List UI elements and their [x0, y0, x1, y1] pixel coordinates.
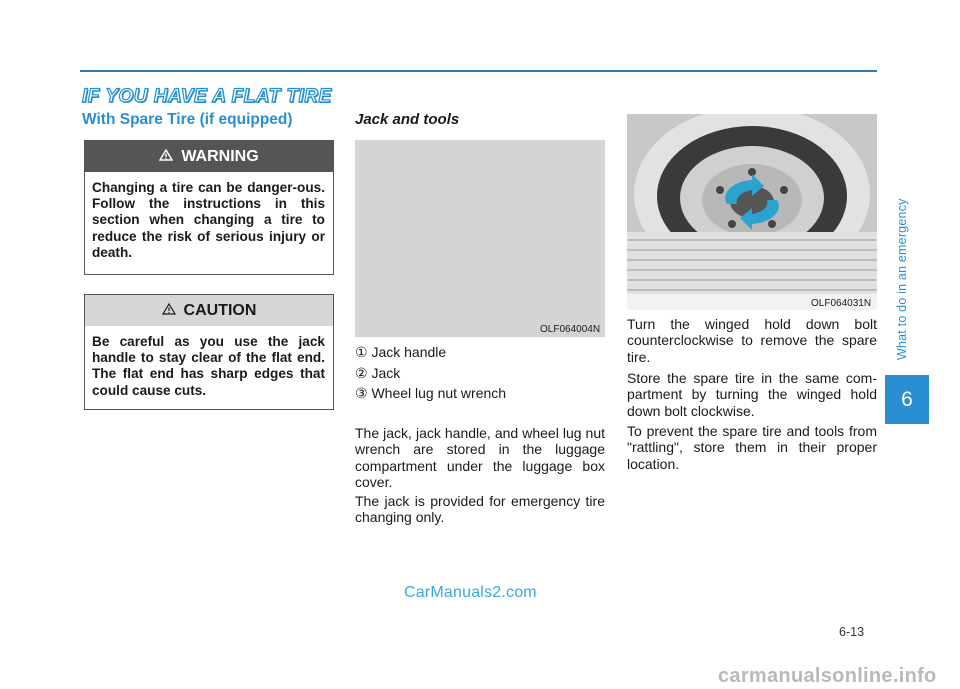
caution-label: CAUTION [183, 301, 257, 319]
list-item: ① Jack handle [355, 344, 447, 360]
section-title: IF YOU HAVE A FLAT TIRE [82, 86, 332, 107]
caution-header [85, 295, 333, 326]
warning-box [84, 140, 334, 275]
spare-paragraph-3: To prevent the spare tire and tools from "rattling", store them in their proper location. [627, 423, 877, 472]
jack-tools-heading: Jack and tools [355, 111, 460, 128]
page-number: 6-13 [839, 625, 865, 639]
caution-triangle-icon [162, 302, 176, 320]
warning-header [85, 141, 333, 172]
tools-list [355, 342, 506, 404]
spare-paragraph-1: Turn the winged hold down bolt counterclockwise to remove the spare tire. [627, 316, 877, 365]
watermark-text: carmanualsonline.info [718, 665, 937, 687]
jack-paragraph-1: The jack, jack handle, and wheel lug nut wrench are stored in the luggage compartment under the luggage box cover. [355, 425, 605, 491]
top-rule [80, 70, 877, 72]
caution-box [84, 294, 334, 410]
warning-label: WARNING [181, 147, 259, 165]
warning-triangle-icon [159, 148, 173, 166]
watermark-link[interactable]: CarManuals2.com [404, 584, 537, 601]
warning-text: Changing a tire can be danger-ous. Follow the instructions in this section when changing a tire to reduce the risk of serious injury or death. [92, 180, 325, 260]
jack-paragraph-2: The jack is provided for emergency tire changing only. [355, 493, 605, 526]
spare-paragraph-2: Store the spare tire in the same com-partment by turning the winged hold down bolt clockwise. [627, 370, 877, 419]
caution-text: Be careful as you use the jack handle to stay clear of the flat end. The flat end has sharp edges that could cause cuts. [92, 334, 325, 398]
spare-image-code: OLF064031N [811, 298, 872, 309]
list-item: ② Jack [355, 364, 401, 381]
jack-tools-image [355, 140, 605, 337]
jack-image-code: OLF064004N [540, 324, 601, 335]
list-item: ③ Wheel lug nut wrench [355, 385, 507, 401]
chapter-tab: 6 [885, 375, 929, 424]
chapter-side-label: What to do in an emergency [895, 198, 909, 360]
spare-tire-image [627, 114, 877, 310]
subsection-title: With Spare Tire (if equipped) [82, 111, 293, 128]
